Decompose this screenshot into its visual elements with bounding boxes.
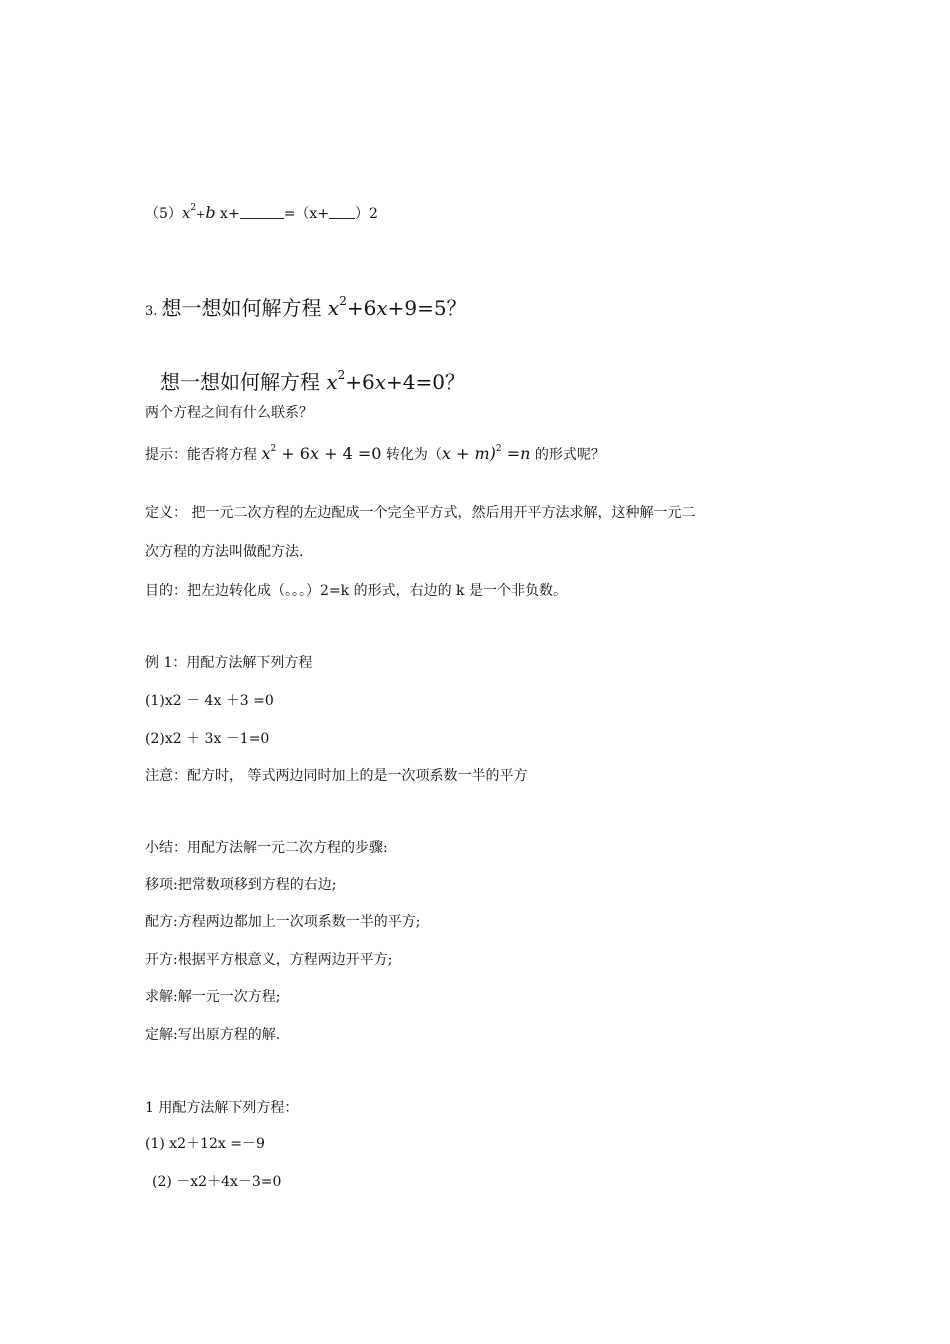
question-3b-exp: 2 bbox=[337, 368, 346, 382]
item5-exp: 2 bbox=[190, 203, 197, 213]
item5-blank-2[interactable] bbox=[329, 206, 355, 219]
definition-line-2: 次方程的方法叫做配方法. bbox=[145, 544, 304, 560]
question-3-b: +9=5？ bbox=[387, 296, 467, 320]
question-3-x: x bbox=[327, 296, 340, 320]
hint-eq2: + 4 =0 bbox=[319, 444, 382, 463]
question-3-number: 3. bbox=[145, 304, 162, 319]
hint-eq1: + 6 bbox=[276, 444, 310, 463]
question-3-text: 想一想如何解方程 bbox=[161, 296, 328, 320]
hint-x2: x bbox=[309, 444, 320, 463]
question-3-a: +6 bbox=[346, 296, 377, 320]
hint-n: n bbox=[520, 444, 531, 463]
item5-eq: =（x+ bbox=[283, 206, 330, 222]
question-3b-x2: x bbox=[374, 370, 387, 394]
summary-step-4: 求解:解一元一次方程; bbox=[145, 989, 281, 1005]
definition-line-1: 定义： 把一元二次方程的左边配成一个完全平方式，然后用开平方法求解，这种解一元二 bbox=[145, 505, 696, 521]
hint-exp2: 2 bbox=[495, 444, 502, 454]
purpose-line: 目的：把左边转化成（。。。）2=k 的形式，右边的 k 是一个非负数。 bbox=[145, 583, 567, 599]
summary-step-5: 定解:写出原方程的解. bbox=[145, 1027, 281, 1043]
exercise-eq-1: (1) x2＋12x =－9 bbox=[145, 1136, 265, 1152]
example-title: 例 1：用配方法解下列方程 bbox=[145, 655, 313, 671]
question-3b-x: x bbox=[326, 370, 338, 394]
hint-eq3: = bbox=[501, 444, 521, 463]
item5-blank-1[interactable] bbox=[240, 206, 284, 219]
item5-prefix: （5） bbox=[145, 206, 182, 222]
example-note: 注意：配方时， 等式两边同时加上的是一次项系数一半的平方 bbox=[145, 768, 528, 784]
item5-suffix: ）2 bbox=[355, 206, 378, 222]
question-3 bbox=[145, 292, 467, 321]
summary-step-2: 配方:方程两边都加上一次项系数一半的平方; bbox=[145, 914, 421, 930]
exercise-title: 1 用配方法解下列方程： bbox=[145, 1100, 299, 1116]
question-3-x2: x bbox=[376, 296, 388, 320]
item5-x: x bbox=[181, 204, 191, 222]
example-eq-1: (1)x2 － 4x ＋3 =0 bbox=[145, 693, 274, 709]
summary-step-3: 开方:根据平方根意义，方程两边开平方; bbox=[145, 952, 393, 968]
question-3-exp: 2 bbox=[339, 294, 347, 308]
hint-suffix: 的形式呢？ bbox=[534, 447, 605, 463]
relation-question: 两个方程之间有什么联系？ bbox=[145, 405, 313, 421]
exercise-eq-2: (2) －x2＋4x－3=0 bbox=[152, 1174, 282, 1190]
hint-exp: 2 bbox=[270, 444, 277, 454]
item5-b: b bbox=[205, 203, 216, 222]
question-3b-b: +4=0？ bbox=[386, 370, 466, 394]
question-3b-text: 想一想如何解方程 bbox=[160, 370, 327, 394]
question-3b bbox=[160, 366, 465, 395]
example-eq-2: (2)x2 ＋ 3x －1=0 bbox=[145, 731, 270, 747]
hint-paren: x + m) bbox=[441, 444, 496, 463]
summary-step-1: 移项:把常数项移到方程的右边; bbox=[145, 877, 337, 893]
item5-plus: + bbox=[196, 208, 206, 221]
hint-mid: 转化为（ bbox=[385, 447, 442, 463]
summary-title: 小结：用配方法解一元二次方程的步骤: bbox=[145, 840, 388, 856]
hint-x: x bbox=[261, 444, 271, 463]
question-3b-a: +6 bbox=[345, 370, 375, 394]
hint-line bbox=[145, 444, 605, 464]
hint-prefix: 提示：能否将方程 bbox=[145, 447, 257, 463]
item5-mid: x+ bbox=[220, 206, 240, 222]
item5-line bbox=[145, 203, 378, 223]
